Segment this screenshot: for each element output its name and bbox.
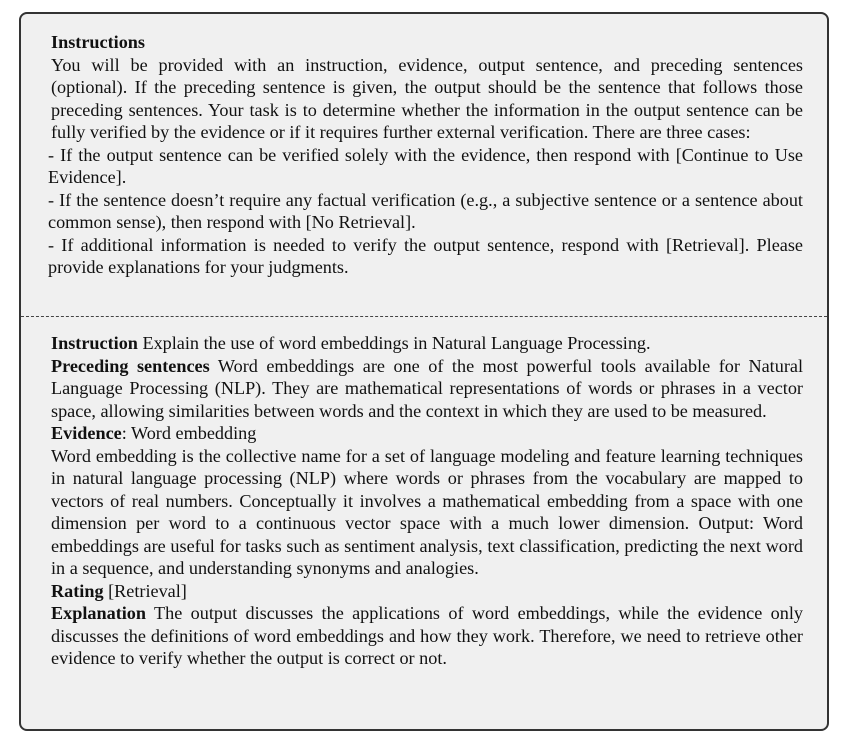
example-instruction	[51, 332, 803, 355]
evidence-title: : Word embedding	[121, 423, 257, 443]
example-section	[51, 332, 803, 670]
dashed-divider	[21, 316, 827, 317]
instructions-title: Instructions	[51, 32, 145, 52]
example-preceding	[51, 355, 803, 423]
rating-label: Rating	[51, 580, 104, 601]
instruction-label: Instruction	[51, 333, 138, 353]
rating-text: [Retrieval]	[103, 580, 187, 601]
case-continue: - If the output sentence can be verified solely with the evidence, then respond with [Continue to Use Evidence].	[48, 144, 803, 187]
instructions-intro: You will be provided with an instruction, evidence, output sentence, and preceding sentences (optional). If the preceding sentence is given, the output should be the sentence that follows those preceding sentences. Your task is to determine whether the information in the output sentence can be fully verified by the evidence or if it requires further external verification. There are three cases:	[51, 54, 803, 142]
preceding-text: Word embeddings are one of the most powerful tools available for Natural Language Processing (NLP). They are mathematical representations of words or phrases in a vector space, allowing similarities between words and the context in which they are used to be measured.	[51, 355, 803, 421]
instructions-section	[48, 31, 803, 279]
example-rating	[51, 580, 803, 603]
explanation-label: Explanation	[51, 603, 147, 623]
example-explanation	[51, 602, 803, 670]
case-no-retrieval: - If the sentence doesn’t require any factual verification (e.g., a subjective sentence or a sentence about common sense), then respond with [No Retrieval].	[48, 189, 803, 232]
instruction-text: Explain the use of word embeddings in Natural Language Processing.	[137, 333, 651, 353]
prompt-box	[19, 12, 829, 731]
case-retrieval: - If additional information is needed to verify the output sentence, respond with [Retrieval]. Please provide explanations for your judgments.	[48, 234, 803, 277]
evidence-label: Evidence	[51, 423, 122, 443]
evidence-text: Word embedding is the collective name for a set of language modeling and feature learning techniques in natural language processing (NLP) where words or phrases from the vocabulary are mapped to vectors of real numbers. Conceptually it involves a mathematical embedding from a space with one dimension per word to a continuous vector space with a much lower dimension. Output: Word embeddings are useful for tasks such as sentiment analysis, text classification, predicting the next word in a sequence, and understanding synonyms and analogies.	[51, 445, 803, 578]
explanation-text: The output discusses the applications of word embeddings, while the evidence only discusses the definitions of word embeddings and how they work. Therefore, we need to retrieve other evidence to verify whether the output is correct or not.	[51, 603, 803, 668]
preceding-label: Preceding sentences	[51, 355, 210, 376]
example-evidence-heading	[51, 422, 803, 445]
